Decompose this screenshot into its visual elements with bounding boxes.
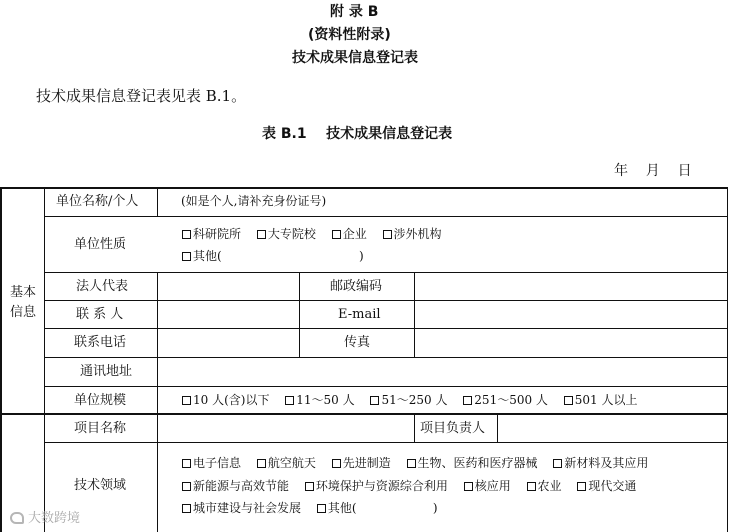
label-scale: 单位规模 bbox=[74, 393, 127, 408]
scale-options bbox=[182, 394, 649, 406]
checkbox-research-institute[interactable]: 科研院所 bbox=[182, 228, 241, 240]
checkbox-icon[interactable] bbox=[370, 396, 379, 405]
checkbox-icon[interactable] bbox=[553, 459, 562, 468]
checkbox-scale-51-250[interactable]: 51～250 人 bbox=[370, 394, 447, 406]
watermark: 大数跨境 bbox=[10, 512, 80, 525]
label-address: 通讯地址 bbox=[80, 364, 133, 379]
table-caption: 表 B.1 技术成果信息登记表 bbox=[262, 126, 453, 142]
checkbox-icon[interactable] bbox=[383, 230, 392, 239]
checkbox-icon[interactable] bbox=[285, 396, 294, 405]
checkbox-enterprise[interactable]: 企业 bbox=[332, 228, 367, 240]
appendix-title: 技术成果信息登记表 bbox=[292, 50, 418, 66]
label-project-name: 项目名称 bbox=[74, 421, 127, 436]
checkbox-icon[interactable] bbox=[317, 504, 326, 513]
date-field: 年 月 日 bbox=[614, 163, 692, 179]
label-fax: 传真 bbox=[344, 335, 371, 350]
label-contact: 联 系 人 bbox=[76, 307, 124, 322]
checkbox-urban-development[interactable]: 城市建设与社会发展 bbox=[182, 502, 301, 514]
tech-field-row-3 bbox=[182, 502, 450, 514]
checkbox-nuclear[interactable]: 核应用 bbox=[464, 480, 511, 492]
checkbox-electronic-info[interactable]: 电子信息 bbox=[182, 457, 241, 469]
checkbox-icon[interactable] bbox=[564, 396, 573, 405]
checkbox-icon[interactable] bbox=[182, 396, 191, 405]
appendix-heading: 附 录 B bbox=[330, 4, 379, 20]
checkbox-environment[interactable]: 环境保护与资源综合利用 bbox=[305, 480, 448, 492]
appendix-note: (资料性附录) bbox=[308, 27, 391, 43]
checkbox-scale-501[interactable]: 501 人以上 bbox=[564, 394, 638, 406]
checkbox-icon[interactable] bbox=[182, 252, 191, 261]
checkbox-icon[interactable] bbox=[332, 459, 341, 468]
checkbox-biomedical[interactable]: 生物、医药和医疗器械 bbox=[407, 457, 538, 469]
checkbox-new-energy[interactable]: 新能源与高效节能 bbox=[182, 480, 289, 492]
tech-field-row-2 bbox=[182, 480, 636, 492]
checkbox-icon[interactable] bbox=[305, 482, 314, 491]
checkbox-icon[interactable] bbox=[527, 482, 536, 491]
checkbox-foreign-org[interactable]: 涉外机构 bbox=[383, 228, 442, 240]
checkbox-icon[interactable] bbox=[182, 504, 191, 513]
label-phone: 联系电话 bbox=[74, 335, 127, 350]
unit-name-hint[interactable]: (如是个人,请补充身份证号) bbox=[181, 194, 327, 208]
checkbox-icon[interactable] bbox=[257, 459, 266, 468]
checkbox-icon[interactable] bbox=[182, 482, 191, 491]
checkbox-icon[interactable] bbox=[464, 482, 473, 491]
checkbox-modern-transport[interactable]: 现代交通 bbox=[577, 480, 636, 492]
checkbox-advanced-manufacturing[interactable]: 先进制造 bbox=[332, 457, 391, 469]
checkbox-tech-other[interactable]: 其他( ) bbox=[317, 502, 438, 514]
checkbox-icon[interactable] bbox=[463, 396, 472, 405]
checkbox-scale-11-50[interactable]: 11～50 人 bbox=[285, 394, 354, 406]
label-legal-rep: 法人代表 bbox=[76, 279, 129, 294]
checkbox-icon[interactable] bbox=[257, 230, 266, 239]
watermark-logo-icon bbox=[10, 512, 24, 524]
checkbox-new-materials[interactable]: 新材料及其应用 bbox=[553, 457, 648, 469]
unit-type-other[interactable]: 其他( ) bbox=[182, 250, 364, 262]
section-basic-info: 基本 信息 bbox=[10, 285, 37, 320]
checkbox-agriculture[interactable]: 农业 bbox=[527, 480, 562, 492]
label-postcode: 邮政编码 bbox=[330, 279, 383, 294]
checkbox-icon[interactable] bbox=[182, 459, 191, 468]
label-project-leader: 项目负责人 bbox=[420, 421, 486, 436]
label-unit-name: 单位名称/个人 bbox=[56, 194, 139, 209]
label-unit-type: 单位性质 bbox=[74, 237, 127, 252]
checkbox-icon[interactable] bbox=[577, 482, 586, 491]
label-tech-field: 技术领域 bbox=[74, 478, 127, 493]
checkbox-icon[interactable] bbox=[182, 230, 191, 239]
checkbox-scale-251-500[interactable]: 251～500 人 bbox=[463, 394, 548, 406]
checkbox-scale-10[interactable]: 10 人(含)以下 bbox=[182, 394, 269, 406]
checkbox-aerospace[interactable]: 航空航天 bbox=[257, 457, 316, 469]
tech-field-row-1 bbox=[182, 457, 648, 469]
checkbox-icon[interactable] bbox=[407, 459, 416, 468]
checkbox-icon[interactable] bbox=[332, 230, 341, 239]
label-email: E-mail bbox=[338, 307, 381, 322]
intro-text: 技术成果信息登记表见表 B.1。 bbox=[36, 87, 247, 105]
checkbox-college[interactable]: 大专院校 bbox=[257, 228, 316, 240]
unit-type-options bbox=[182, 228, 454, 240]
